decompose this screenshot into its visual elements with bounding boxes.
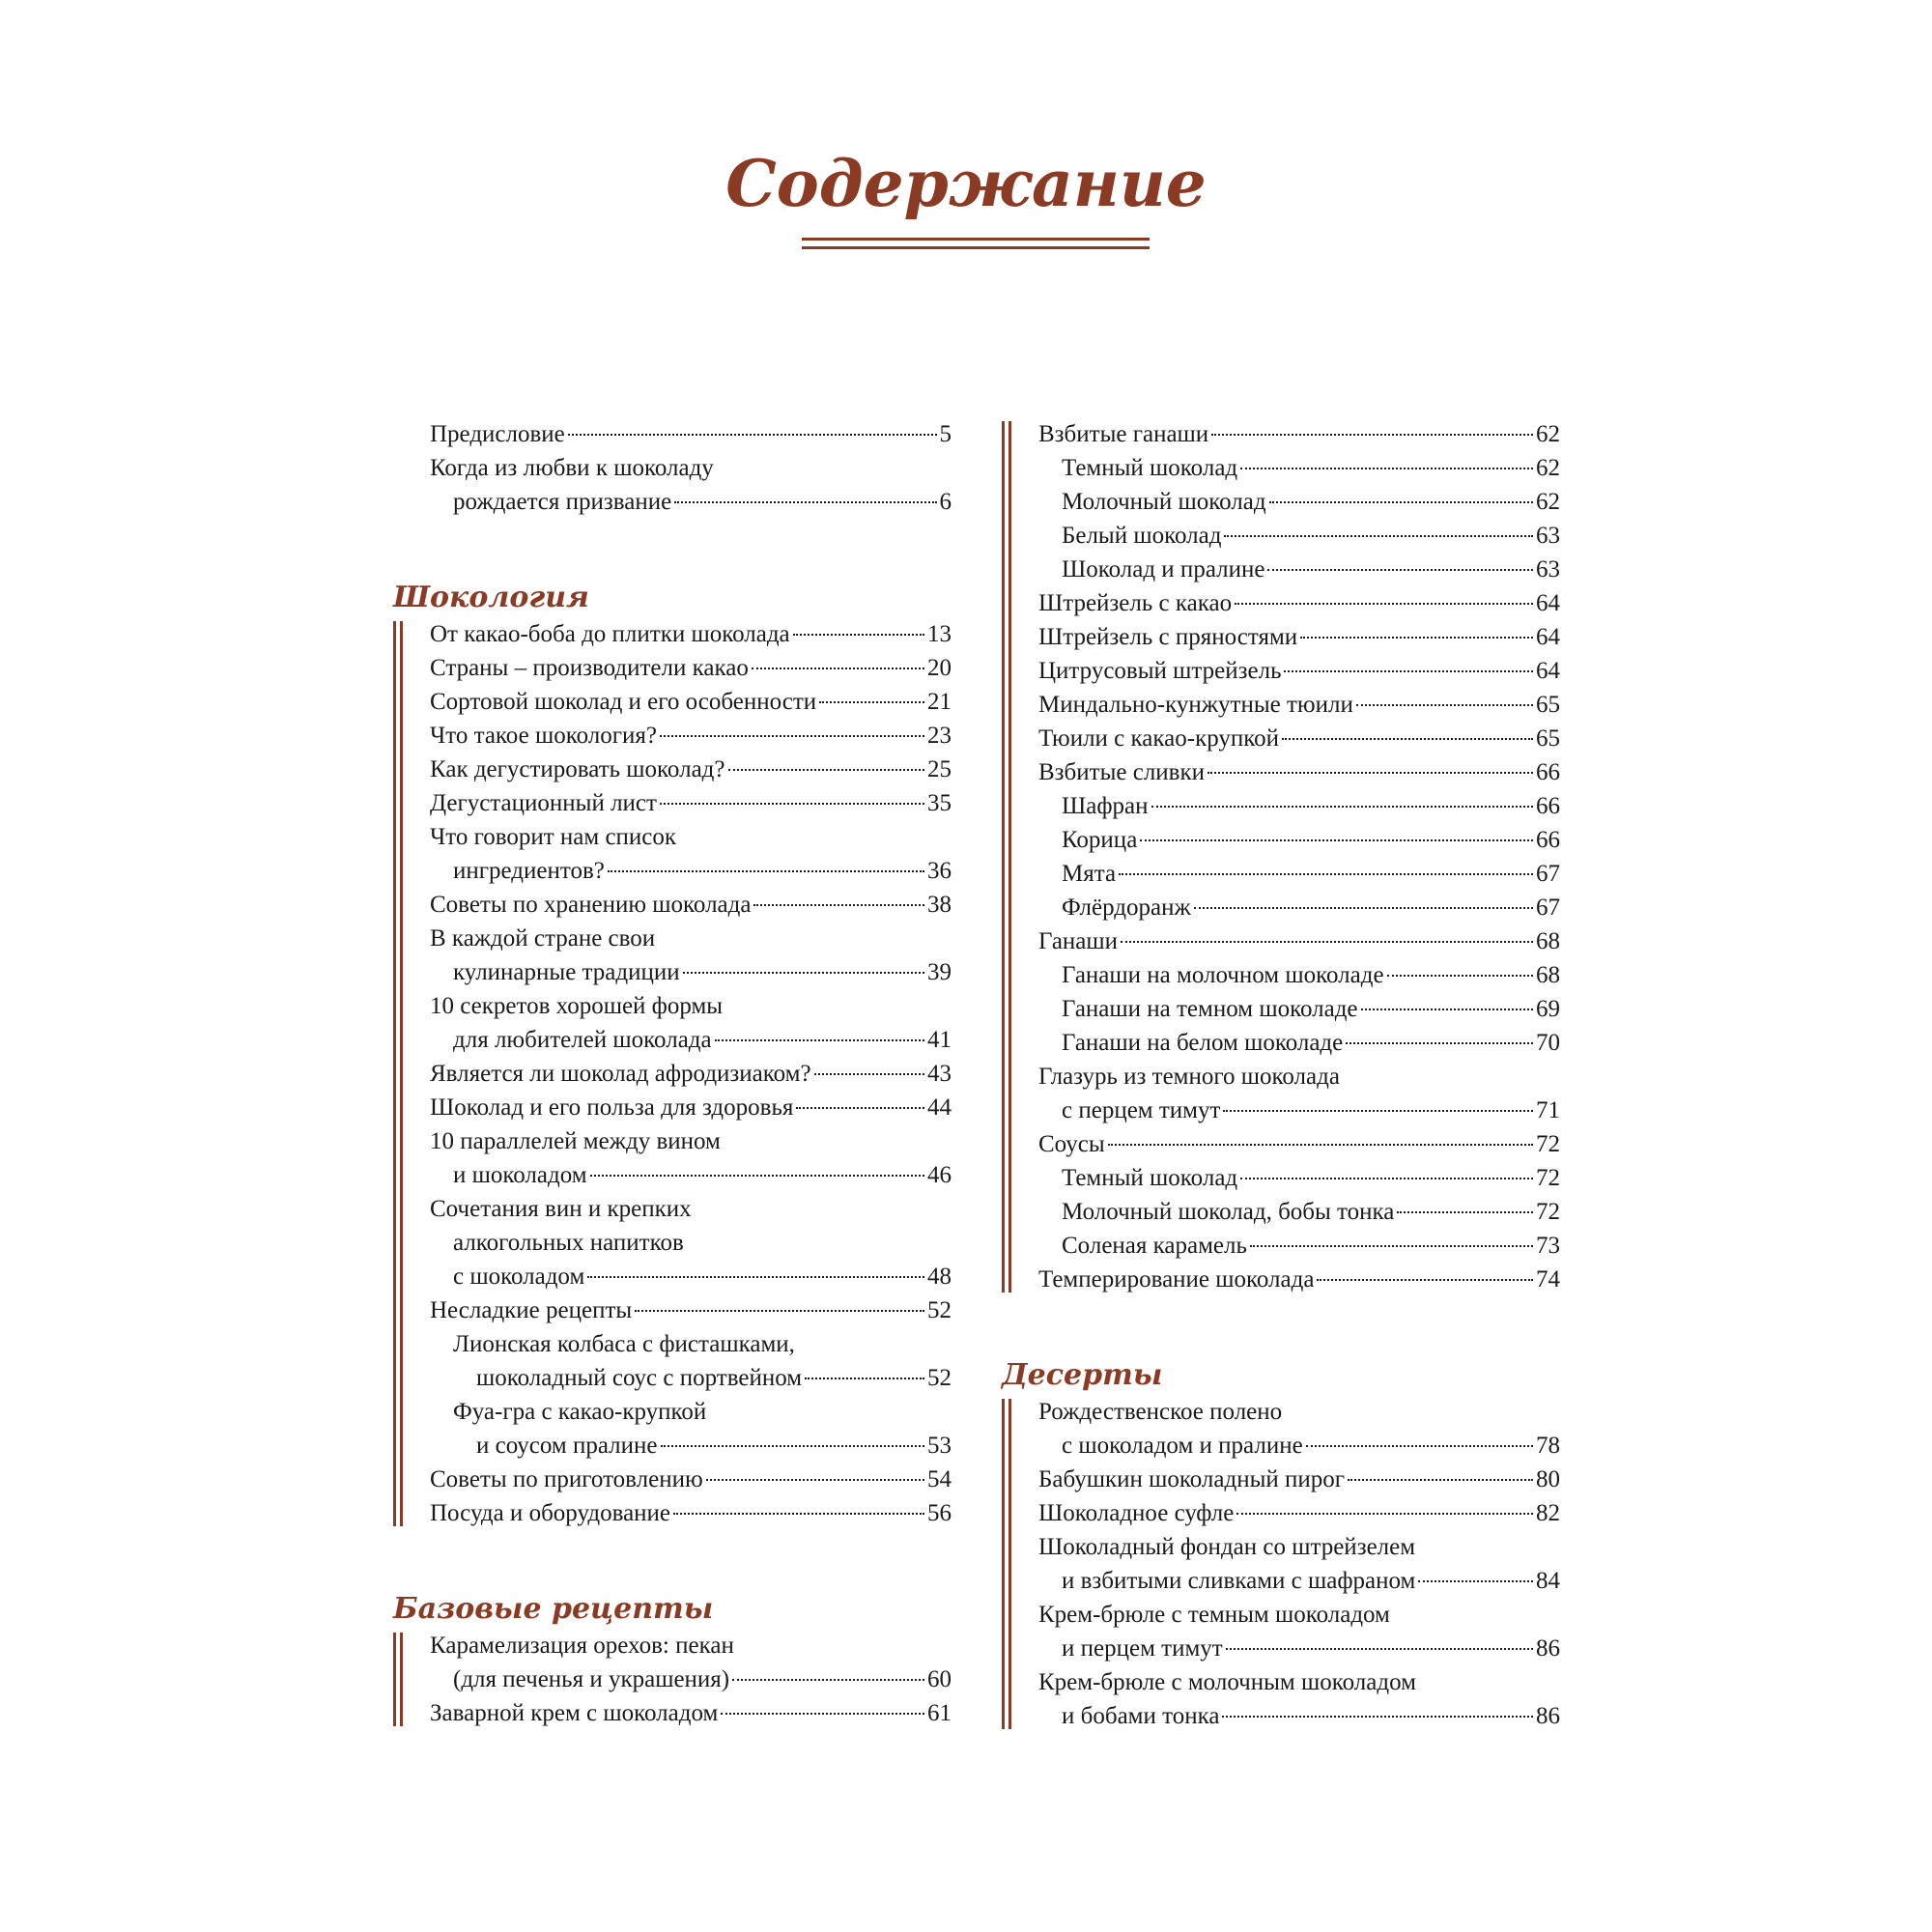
- toc-entry[interactable]: [430, 1696, 952, 1730]
- toc-entry-title: Взбитые ганаши: [1038, 421, 1209, 447]
- dot-leader: [1269, 501, 1533, 503]
- toc-entry[interactable]: [430, 1293, 952, 1327]
- toc-entry-title: ингредиентов?: [453, 858, 605, 884]
- toc-entry-page-number: 64: [1536, 590, 1560, 616]
- toc-entry-title: Заварной крем с шоколадом: [430, 1700, 719, 1726]
- toc-entry[interactable]: [430, 1629, 952, 1696]
- dot-leader: [1240, 468, 1533, 469]
- section-entries-bazovye-recepty-continued: [1000, 417, 1560, 1296]
- dot-leader: [683, 972, 924, 974]
- toc-entry[interactable]: [430, 617, 952, 651]
- dot-leader: [805, 1378, 924, 1379]
- dot-leader: [814, 1073, 924, 1075]
- toc-entry-title: с шоколадом: [453, 1264, 585, 1290]
- dot-leader: [1418, 1580, 1533, 1582]
- toc-entry[interactable]: [1038, 1060, 1560, 1127]
- toc-entry-title: Страны – производители какао: [430, 655, 749, 681]
- toc-entry-title: Что такое шокология?: [430, 723, 657, 749]
- toc-entry-page-number: 20: [927, 655, 952, 681]
- toc-entry-page-number: 68: [1536, 962, 1560, 988]
- toc-entry-page-number: 56: [927, 1500, 952, 1526]
- title-rule-bottom: [802, 246, 1150, 249]
- toc-entry[interactable]: [430, 753, 952, 786]
- toc-entry-title: Шафран: [1062, 793, 1149, 819]
- toc-entry-page-number: 39: [927, 959, 952, 985]
- dot-leader: [1397, 1211, 1533, 1213]
- toc-entry-title: с перцем тимут: [1062, 1097, 1221, 1123]
- toc-entry-title: Крем-брюле с темным шоколадом: [1038, 1602, 1390, 1628]
- dot-leader: [1236, 1513, 1533, 1515]
- toc-entry[interactable]: [1038, 417, 1560, 451]
- toc-entry-title: Предисловие: [430, 421, 565, 447]
- dot-leader: [1208, 772, 1533, 774]
- dot-leader: [660, 803, 924, 805]
- toc-entry[interactable]: [430, 989, 952, 1057]
- toc-entry[interactable]: [1038, 1530, 1560, 1598]
- toc-entry-page-number: 6: [939, 489, 952, 515]
- toc-entry-page-number: 44: [927, 1094, 952, 1121]
- toc-entry-title: Миндально-кунжутные тюили: [1038, 692, 1353, 718]
- dot-leader: [1194, 907, 1533, 909]
- toc-entry[interactable]: [1038, 586, 1560, 620]
- toc-entry-page-number: 63: [1536, 556, 1560, 582]
- toc-entry[interactable]: [1038, 620, 1560, 654]
- toc-entry[interactable]: [1038, 958, 1560, 992]
- toc-entry-page-number: 86: [1536, 1703, 1560, 1729]
- toc-entry-title: Как дегустировать шоколад?: [430, 756, 725, 782]
- toc-entry-page-number: 21: [927, 689, 952, 715]
- toc-entry-page-number: 23: [927, 723, 952, 749]
- toc-entry-page-number: 66: [1536, 793, 1560, 819]
- dot-leader: [590, 1175, 924, 1177]
- toc-entry[interactable]: [1038, 1161, 1560, 1195]
- dot-leader: [660, 735, 924, 737]
- toc-entry-page-number: 38: [927, 892, 952, 918]
- toc-entry[interactable]: [430, 888, 952, 922]
- dot-leader: [1222, 1716, 1533, 1718]
- toc-entry-page-number: 68: [1536, 928, 1560, 954]
- toc-entry[interactable]: [430, 1496, 952, 1530]
- toc-entry-title: Крем-брюле с молочным шоколадом: [1038, 1669, 1416, 1695]
- toc-entry[interactable]: [430, 417, 952, 451]
- toc-entry-page-number: 61: [927, 1700, 952, 1726]
- dot-leader: [1267, 569, 1533, 571]
- dot-leader: [674, 501, 936, 503]
- toc-left-column: [391, 417, 952, 1730]
- dot-leader: [1240, 1178, 1533, 1179]
- toc-entry-title: Тюили с какао-крупкой: [1038, 725, 1280, 752]
- dot-leader: [1282, 738, 1533, 740]
- dot-leader: [1235, 603, 1533, 605]
- toc-right-column: [1000, 417, 1560, 1733]
- toc-entry-title: Бабушкин шоколадный пирог: [1038, 1466, 1346, 1492]
- dot-leader: [1250, 1245, 1533, 1247]
- dot-leader: [1356, 704, 1533, 706]
- toc-entry-title: Шоколад и его польза для здоровья: [430, 1094, 794, 1121]
- dot-leader: [1317, 1279, 1533, 1281]
- toc-entry-title: Темный шоколад: [1062, 455, 1238, 481]
- toc-entry-title: Молочный шоколад, бобы тонка: [1062, 1199, 1395, 1225]
- dot-leader: [753, 904, 924, 906]
- toc-entry-page-number: 62: [1536, 455, 1560, 481]
- toc-entry-title: Шоколадный фондан со штрейзелем: [1038, 1534, 1416, 1560]
- dot-leader: [1224, 535, 1533, 537]
- toc-entry-title: Карамелизация орехов: пекан: [430, 1633, 734, 1659]
- section-entries-deserty: [1000, 1395, 1560, 1733]
- toc-entry[interactable]: [430, 451, 952, 519]
- dot-leader: [1300, 637, 1533, 639]
- toc-entry[interactable]: [430, 786, 952, 820]
- toc-entry-page-number: 72: [1536, 1165, 1560, 1191]
- toc-entry[interactable]: [1038, 1665, 1560, 1733]
- toc-entry-page-number: 35: [927, 790, 952, 816]
- toc-entry-page-number: 67: [1536, 861, 1560, 887]
- toc-entry-title: Является ли шоколад афродизиаком?: [430, 1061, 811, 1087]
- dot-leader: [1284, 670, 1533, 672]
- toc-entry[interactable]: [430, 1091, 952, 1124]
- dot-leader: [728, 769, 925, 771]
- toc-entry-title: шоколадный соус с портвейном: [476, 1365, 803, 1391]
- toc-entry[interactable]: [1038, 688, 1560, 722]
- toc-entry[interactable]: [430, 1057, 952, 1091]
- toc-entry-page-number: 43: [927, 1061, 952, 1087]
- toc-entry-title: Темный шоколад: [1062, 1165, 1238, 1191]
- toc-entry-page-number: 65: [1536, 692, 1560, 718]
- dot-leader: [673, 1513, 924, 1515]
- toc-entry[interactable]: [1038, 1395, 1560, 1463]
- toc-entry[interactable]: [1038, 1127, 1560, 1161]
- toc-entry[interactable]: [1038, 755, 1560, 789]
- toc-entry-title: для любителей шоколада: [453, 1027, 712, 1053]
- toc-entry-page-number: 54: [927, 1466, 952, 1492]
- toc-entry-title: Шоколад и пралине: [1062, 556, 1265, 582]
- toc-entry-title: и соусом пралине: [476, 1433, 658, 1459]
- toc-entry-title: Советы по приготовлению: [430, 1466, 703, 1492]
- dot-leader: [1121, 941, 1533, 943]
- toc-entry[interactable]: [1038, 654, 1560, 688]
- toc-entry-page-number: 52: [927, 1365, 952, 1391]
- toc-entry[interactable]: [1038, 891, 1560, 924]
- dot-leader: [1346, 1042, 1533, 1044]
- toc-entry-title: Шоколадное суфле: [1038, 1500, 1235, 1526]
- toc-entry-title: Темперирование шоколада: [1038, 1266, 1315, 1293]
- section-title-bazovye-recepty: Базовые рецепты: [393, 1592, 714, 1626]
- toc-entry[interactable]: [430, 685, 952, 719]
- toc-entry-title: Когда из любви к шоколаду: [430, 455, 714, 481]
- toc-entry[interactable]: [1038, 992, 1560, 1026]
- toc-entry[interactable]: [1038, 857, 1560, 891]
- toc-entry[interactable]: [430, 1463, 952, 1496]
- toc-entry-page-number: 64: [1536, 658, 1560, 684]
- toc-entry-page-number: 66: [1536, 759, 1560, 785]
- dot-leader: [1140, 839, 1533, 841]
- toc-entry-title: Соленая карамель: [1062, 1233, 1247, 1259]
- toc-entry-title: рождается призвание: [453, 489, 672, 515]
- toc-entry-title: Молочный шоколад: [1062, 489, 1266, 515]
- toc-entry-title: Сочетания вин и крепких: [430, 1196, 692, 1222]
- title-rule-top: [802, 238, 1150, 241]
- toc-entry[interactable]: [1038, 1229, 1560, 1263]
- toc-entry-page-number: 52: [927, 1297, 952, 1323]
- dot-leader: [1108, 1144, 1533, 1146]
- dot-leader: [1211, 434, 1533, 436]
- toc-entry-title: Рождественское полено: [1038, 1399, 1283, 1425]
- toc-entry-title: 10 секретов хорошей формы: [430, 993, 724, 1019]
- section-title-deserty: Десерты: [1002, 1358, 1163, 1392]
- dot-leader: [1306, 1445, 1533, 1447]
- toc-entry-title: Несладкие рецепты: [430, 1297, 633, 1323]
- toc-entry-title: Глазурь из темного шоколада: [1038, 1064, 1340, 1090]
- toc-entry-title: и бобами тонка: [1062, 1703, 1220, 1729]
- dot-leader: [608, 870, 924, 872]
- dot-leader: [635, 1310, 924, 1312]
- toc-entry-title: (для печенья и украшения): [453, 1666, 730, 1692]
- toc-entry[interactable]: [1038, 789, 1560, 823]
- toc-entry[interactable]: [1038, 1496, 1560, 1530]
- toc-entry-page-number: 62: [1536, 489, 1560, 515]
- dot-leader: [819, 701, 924, 703]
- toc-entry[interactable]: [1038, 485, 1560, 519]
- toc-entry-title: 10 параллелей между вином: [430, 1128, 721, 1154]
- toc-entry-title: Дегустационный лист: [430, 790, 657, 816]
- toc-entry-page-number: 5: [939, 421, 952, 447]
- toc-entry[interactable]: [1038, 1026, 1560, 1060]
- dot-leader: [1226, 1648, 1533, 1650]
- dot-leader: [721, 1713, 924, 1715]
- toc-entry-page-number: 25: [927, 756, 952, 782]
- toc-entry-title: Посуда и оборудование: [430, 1500, 671, 1526]
- toc-entry-page-number: 62: [1536, 421, 1560, 447]
- section-title-shokologiya: Шокология: [393, 581, 589, 614]
- dot-leader: [793, 634, 924, 636]
- toc-entry[interactable]: [1038, 1195, 1560, 1229]
- toc-entry-page-number: 82: [1536, 1500, 1560, 1526]
- toc-entry[interactable]: [430, 1192, 952, 1293]
- dot-leader: [661, 1445, 925, 1447]
- toc-entry[interactable]: [1038, 722, 1560, 755]
- toc-entry-page-number: 63: [1536, 523, 1560, 549]
- toc-entry-page-number: 69: [1536, 996, 1560, 1022]
- toc-entry-page-number: 71: [1536, 1097, 1560, 1123]
- toc-entry[interactable]: [430, 820, 952, 888]
- dot-leader: [1361, 1009, 1533, 1010]
- toc-entry-title: Мята: [1062, 861, 1117, 887]
- toc-entry-title: Советы по хранению шоколада: [430, 892, 752, 918]
- dot-leader: [1119, 873, 1533, 875]
- toc-entry-page-number: 66: [1536, 827, 1560, 853]
- toc-entry-title: Штрейзель с пряностями: [1038, 624, 1298, 650]
- toc-entry-title: Что говорит нам список: [430, 824, 677, 850]
- toc-entry-page-number: 78: [1536, 1433, 1560, 1459]
- toc-entry[interactable]: [1038, 553, 1560, 586]
- toc-entry-page-number: 46: [927, 1162, 952, 1188]
- toc-entry[interactable]: [1038, 451, 1560, 485]
- dot-leader: [1387, 975, 1533, 977]
- dot-leader: [1223, 1110, 1533, 1112]
- toc-entry[interactable]: [1038, 924, 1560, 958]
- dot-leader: [1348, 1479, 1533, 1481]
- dot-leader: [1151, 806, 1534, 808]
- toc-entry-page-number: 72: [1536, 1199, 1560, 1225]
- toc-intro-list: [391, 417, 952, 519]
- section-entries-shokologiya: [391, 617, 952, 1530]
- toc-entry-title: От какао-боба до плитки шоколада: [430, 621, 790, 647]
- toc-entry-page-number: 67: [1536, 895, 1560, 921]
- toc-entry-page-number: 13: [927, 621, 952, 647]
- toc-entry-page-number: 86: [1536, 1635, 1560, 1662]
- toc-entry-title: Белый шоколад: [1062, 523, 1222, 549]
- toc-entry-page-number: 74: [1536, 1266, 1560, 1293]
- toc-entry-page-number: 65: [1536, 725, 1560, 752]
- toc-entry-page-number: 36: [927, 858, 952, 884]
- toc-entry[interactable]: [430, 1327, 952, 1395]
- toc-entry-title: В каждой стране свои: [430, 925, 656, 952]
- toc-entry-page-number: 53: [927, 1433, 952, 1459]
- toc-entry-title: Штрейзель с какао: [1038, 590, 1233, 616]
- toc-entry[interactable]: [1038, 519, 1560, 553]
- toc-entry-title: и перцем тимут: [1062, 1635, 1223, 1662]
- toc-entry-title: и взбитыми сливками с шафраном: [1062, 1568, 1416, 1594]
- toc-entry[interactable]: [430, 1395, 952, 1463]
- toc-entry[interactable]: [430, 1124, 952, 1192]
- toc-entry[interactable]: [430, 651, 952, 685]
- toc-entry-page-number: 73: [1536, 1233, 1560, 1259]
- toc-entry[interactable]: [430, 922, 952, 989]
- toc-entry[interactable]: [1038, 1463, 1560, 1496]
- toc-entry-title: с шоколадом и пралине: [1062, 1433, 1303, 1459]
- toc-entry-title: и шоколадом: [453, 1162, 587, 1188]
- dot-leader: [715, 1039, 924, 1041]
- toc-entry[interactable]: [1038, 1598, 1560, 1665]
- toc-entry-title: Ганаши на белом шоколаде: [1062, 1030, 1344, 1056]
- dot-leader: [568, 434, 937, 436]
- toc-entry-title: Цитрусовый штрейзель: [1038, 658, 1282, 684]
- toc-entry[interactable]: [430, 719, 952, 753]
- toc-entry-title: Соусы: [1038, 1131, 1105, 1157]
- toc-entry-page-number: 80: [1536, 1466, 1560, 1492]
- toc-entry-title: Сортовой шоколад и его особенности: [430, 689, 817, 715]
- toc-entry-title: Ганаши на темном шоколаде: [1062, 996, 1358, 1022]
- toc-entry-title: кулинарные традиции: [453, 959, 680, 985]
- page-title: Содержание: [725, 146, 1207, 221]
- toc-entry-title: Фуа-гра с какао-крупкой: [453, 1399, 707, 1425]
- toc-entry[interactable]: [1038, 1263, 1560, 1296]
- toc-entry-title: Ганаши на молочном шоколаде: [1062, 962, 1384, 988]
- toc-entry-page-number: 70: [1536, 1030, 1560, 1056]
- toc-entry-title: Ганаши: [1038, 928, 1119, 954]
- dot-leader: [732, 1679, 924, 1681]
- dot-leader: [706, 1479, 924, 1481]
- toc-entry-page-number: 64: [1536, 624, 1560, 650]
- section-entries-bazovye-recepty: [391, 1629, 952, 1730]
- toc-entry-page-number: 48: [927, 1264, 952, 1290]
- toc-entry-page-number: 72: [1536, 1131, 1560, 1157]
- toc-entry-title: алкогольных напитков: [453, 1230, 684, 1256]
- toc-entry-title: Взбитые сливки: [1038, 759, 1205, 785]
- toc-entry-title: Лионская колбаса с фисташками,: [453, 1331, 795, 1357]
- toc-entry-page-number: 41: [927, 1027, 952, 1053]
- dot-leader: [752, 668, 924, 669]
- toc-entry-page-number: 84: [1536, 1568, 1560, 1594]
- toc-entry[interactable]: [1038, 823, 1560, 857]
- toc-entry-title: Флёрдоранж: [1062, 895, 1191, 921]
- toc-entry-page-number: 60: [927, 1666, 952, 1692]
- dot-leader: [796, 1107, 924, 1109]
- toc-entry-title: Корица: [1062, 827, 1138, 853]
- dot-leader: [587, 1276, 924, 1278]
